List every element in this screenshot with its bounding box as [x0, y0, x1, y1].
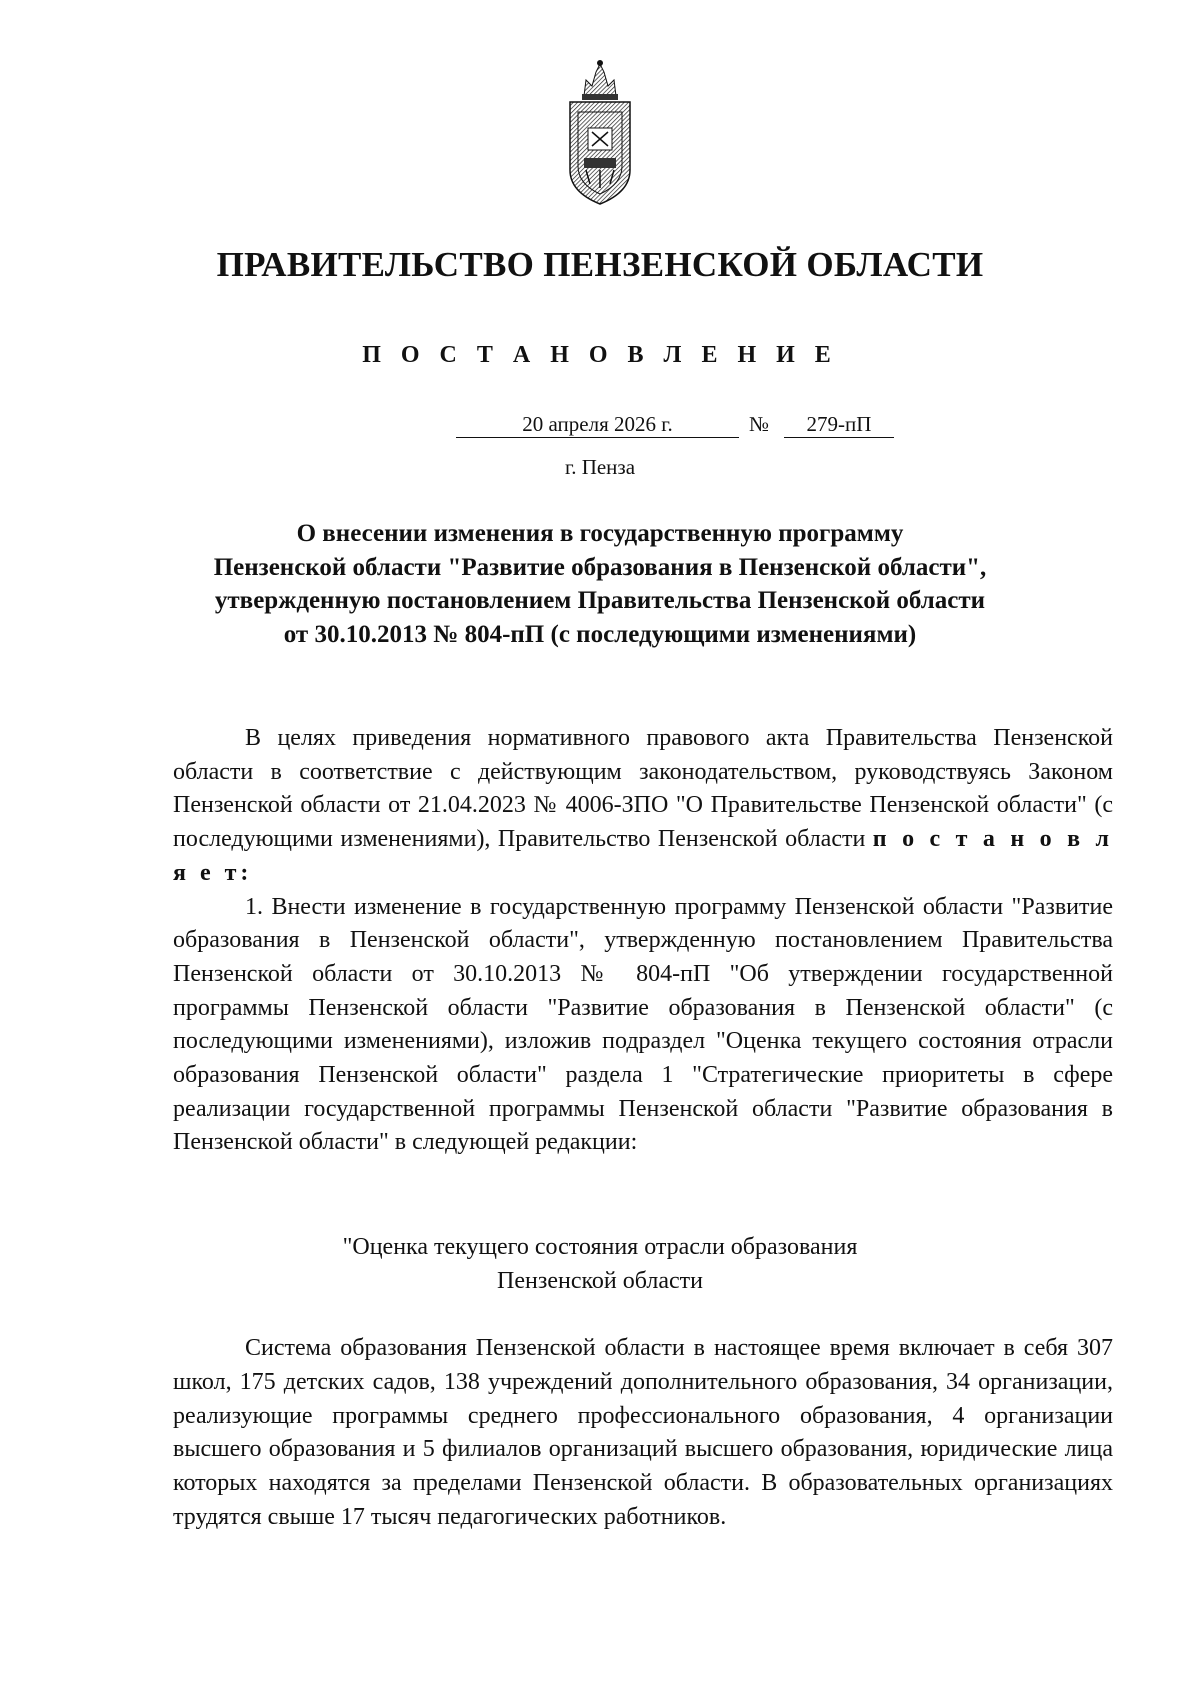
document-subject: [120, 517, 1080, 651]
decree-word: п о с т а н о в л я е т:: [173, 826, 1114, 886]
preamble-paragraph: [173, 722, 1113, 891]
subject-line: от 30.10.2013 № 804-пП (с последующими изменениями): [283, 620, 917, 648]
coat-of-arms-icon: [562, 58, 638, 208]
section-title: [0, 1230, 1200, 1298]
subject-line: утвержденную постановлением Правительства Пензенской области: [214, 587, 986, 614]
document-number: 279-пП: [784, 411, 894, 438]
government-title: ПРАВИТЕЛЬСТВО ПЕНЗЕНСКОЙ ОБЛАСТИ: [216, 245, 984, 284]
section-body: [173, 1332, 1113, 1535]
section-title-line: Пензенской области: [497, 1268, 703, 1294]
section-title-line: "Оценка текущего состояния отрасли образования: [342, 1234, 858, 1260]
document-type: П О С Т А Н О В Л Е Н И Е: [362, 342, 838, 368]
preamble-text: В целях приведения нормативного правового акта Правительства Пензенской области в соответствие с действующим законодательством, руководствуясь Законом Пензенской области от 21.04.2023 № 4006-ЗПО "О Правительстве Пензенской области" (с последующими изменениями), Правительство Пензенской области: [173, 725, 1113, 853]
subject-line: О внесении изменения в государственную программу: [296, 520, 904, 547]
item-1-paragraph: 1. Внести изменение в государственную программу Пензенской области "Развитие образования в Пензенской области", утвержденную постановлением Правительства Пензенской области от 30.10.2013 № 804-пП "Об утверждении государственной программы Пензенской области "Развитие образования в Пензенской области" (с последующими изменениями), изложив подраздел "Оценка текущего состояния отрасли образования Пензенской области" раздела 1 "Стратегические приоритеты в сфере реализации государственной программы Пензенской области "Развитие образования в Пензенской области" в следующей редакции:: [173, 893, 1113, 1156]
subject-line: Пензенской области "Развитие образования в Пензенской области",: [213, 553, 987, 581]
document-date: 20 апреля 2026 г.: [456, 411, 739, 438]
document-body: [173, 722, 1113, 1160]
document-city: г. Пенза: [564, 455, 636, 479]
section-paragraph: Система образования Пензенской области в настоящее время включает в себя 307 школ, 175 детских садов, 138 учреждений дополнительного образования, 34 организации, реализующие программы среднего профессионального образования, 4 организации высшего образования и 5 филиалов организаций высшего образования, юридические лица которых находятся за пределами Пензенской области. В образовательных организациях трудятся свыше 17 тысяч педагогических работников.: [173, 1335, 1113, 1530]
number-sign: №: [749, 412, 770, 436]
